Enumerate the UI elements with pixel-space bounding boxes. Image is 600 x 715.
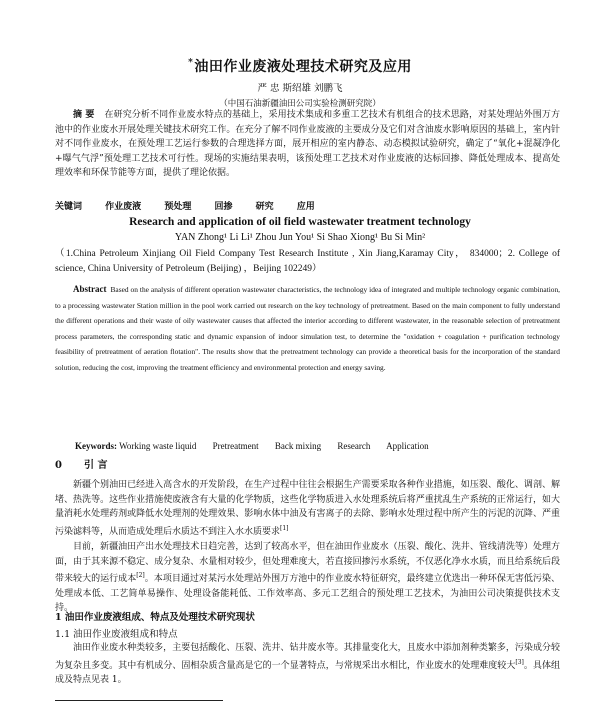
keyword-en: Research — [337, 441, 371, 451]
keyword-cn: 应用 — [296, 202, 315, 212]
section-heading-1: 1 油田作业废液组成、特点及处理技术研究现状 — [55, 612, 255, 623]
intro-paragraph-2 — [55, 540, 560, 616]
intro-paragraph-1 — [55, 478, 560, 539]
keywords-cn-label: 关键词 — [55, 202, 83, 212]
subsection-heading-1-1: 1.1 油田作业废液组成和特点 — [55, 629, 178, 640]
paragraph-1-1-text: 油田作业废水种类较多，主要包括酸化、压裂、洗井、钻井废水等。其排量变化大，且废水中添加剂种类繁多，污染成分较为复杂且多变。其中有机成分、固相杂质含量高是它的一个显著特点，与常规采出水相比，作业废水的处理难度较大 — [55, 643, 560, 671]
citation-ref: [1] — [280, 524, 289, 532]
title-cn-text: 油田作业废液处理技术研究及应用 — [194, 59, 412, 75]
keyword-cn: 研究 — [255, 202, 274, 212]
intro-paragraph-1-text: 新疆个别油田已经进入高含水的开发阶段，在生产过程中往往会根据生产需要采取各种作业措施，如压裂、酸化、调剖、解堵、热洗等。这些作业措施使废液含有大量的化学物质，这些化学物质进入水处理系统后将严重扰乱生产系统的正常运行，如大量消耗水处理药剂或降低水处理剂的处理效果、影响水体中油及有害离子的去除、影响水处理过程中所产生的污泥的沉降、严重污染滤料等，从而造成处理后水质达不到注入水水质要求 — [55, 480, 560, 537]
affiliation-cn: （中国石油新疆油田公司实验检测研究院） — [219, 99, 381, 109]
abstract-cn-label: 摘 要 — [73, 110, 95, 120]
paragraph-1-1 — [55, 641, 560, 688]
abstract-en-label: Abstract — [73, 284, 107, 294]
paper-title-en: Research and application of oil field wastewater treatment technology — [129, 216, 471, 228]
footnote-rule — [55, 700, 223, 701]
abstract-cn-text: 在研究分析不同作业废水特点的基础上，采用技术集成和多重工艺技术有机组合的技术思路，对某处理站外围万方池中的作业废水开展处理关键技术研究工作。在充分了解不同作业废液的主要成分及它们对含油废水影响原因的基础上，室内针对不同作业废水，在预处理工艺运行参数的合理选择方面，展开相应的室内静态、动态模拟试验研究，确定了“氧化+混凝净化+曝气气浮”预处理工艺技术可行性。现场的实施结果表明，该预处理工艺技术对作业废液的达标回掺、降低处理成本、提高处理效率和环保节能等方面，提供了理论依据。 — [55, 110, 560, 179]
authors-en: YAN Zhong¹ Li Li¹ Zhou Jun You¹ Si Shao Xiong¹ Bu Si Min² — [174, 232, 426, 243]
intro-paragraph-2-text: 目前，新疆油田产出水处理技术日趋完善，达到了较高水平，但在油田作业废水（压裂、酸化、洗井、管线清洗等）处理方面，由于其来源不稳定、成分复杂、水量相对较少，但处理难度大，若直接回掺污水系统，不仅恶化净水水质，而且给系统后段带来较大的运行成本 — [55, 542, 560, 585]
section-heading-intro — [55, 456, 107, 471]
keywords-en — [75, 441, 429, 451]
section-number: 0 — [55, 460, 62, 471]
keyword-en: Working waste liquid — [119, 441, 197, 451]
keyword-cn: 预处理 — [164, 202, 192, 212]
keyword-en: Back mixing — [274, 441, 322, 451]
abstract-cn — [55, 108, 560, 181]
keyword-cn: 作业废液 — [105, 202, 142, 212]
paper-title-cn — [0, 56, 600, 76]
citation-ref: [3] — [515, 658, 524, 666]
intro-paragraph-2-tail: 。本项目通过对某污水处理站外围万方池中的作业废水特征研究，最终建立优选出一种环保无害低污染、处理成本低、工艺简单易操作、处理设备能耗低、工作效率高、多元工艺组合的预处理工艺技术，为油田公司决策提供技术支持。 — [55, 574, 560, 614]
paragraph-1-1-tail: 。具体组成及特点见表 1。 — [55, 660, 560, 686]
citation-ref: [2] — [136, 572, 145, 580]
keywords-en-label: Keywords: — [75, 441, 117, 451]
keyword-cn: 回掺 — [214, 202, 233, 212]
abstract-en — [55, 282, 560, 375]
authors-cn: 严 忠 斯绍雄 刘鹏飞 — [257, 83, 343, 94]
keywords-cn — [55, 199, 315, 212]
abstract-en-text: Based on the analysis of different operation wastewater characteristics, the technology idea of integrated and multiple technology organic combination, to a processing wastewater Station million in the pool work carried out research on the key technology of pretreatment. Based on the main component to fully understand the different operations and their waste of oily wastewater causes that affected the interior according to different wastewater, in the reasonable selection of pretreatment process parameters, the corresponding static and dynamic expansion of indoor simulation test, to determine the "oxidation + coagulation + purification technology feasibility of pretreatment of aeration flotation". The results show that the pretreatment technology can provide a theoretical basis for the incorporation of the standard solution, reducing the cost, improving the treatment efficiency and environmental protection and energy saving. — [55, 285, 560, 372]
title-footnote-mark: * — [188, 58, 194, 69]
keyword-en: Application — [386, 441, 429, 451]
section-title: 引 言 — [83, 460, 108, 471]
affiliation-en: （1.China Petroleum Xinjiang Oil Field Company Test Research Institute , Xin Jiang,Karamay City， 834000；2. College of science, China University of Petroleum (Beijing) ，Beijing 102249） — [55, 249, 560, 274]
keyword-en: Pretreatment — [212, 441, 259, 451]
